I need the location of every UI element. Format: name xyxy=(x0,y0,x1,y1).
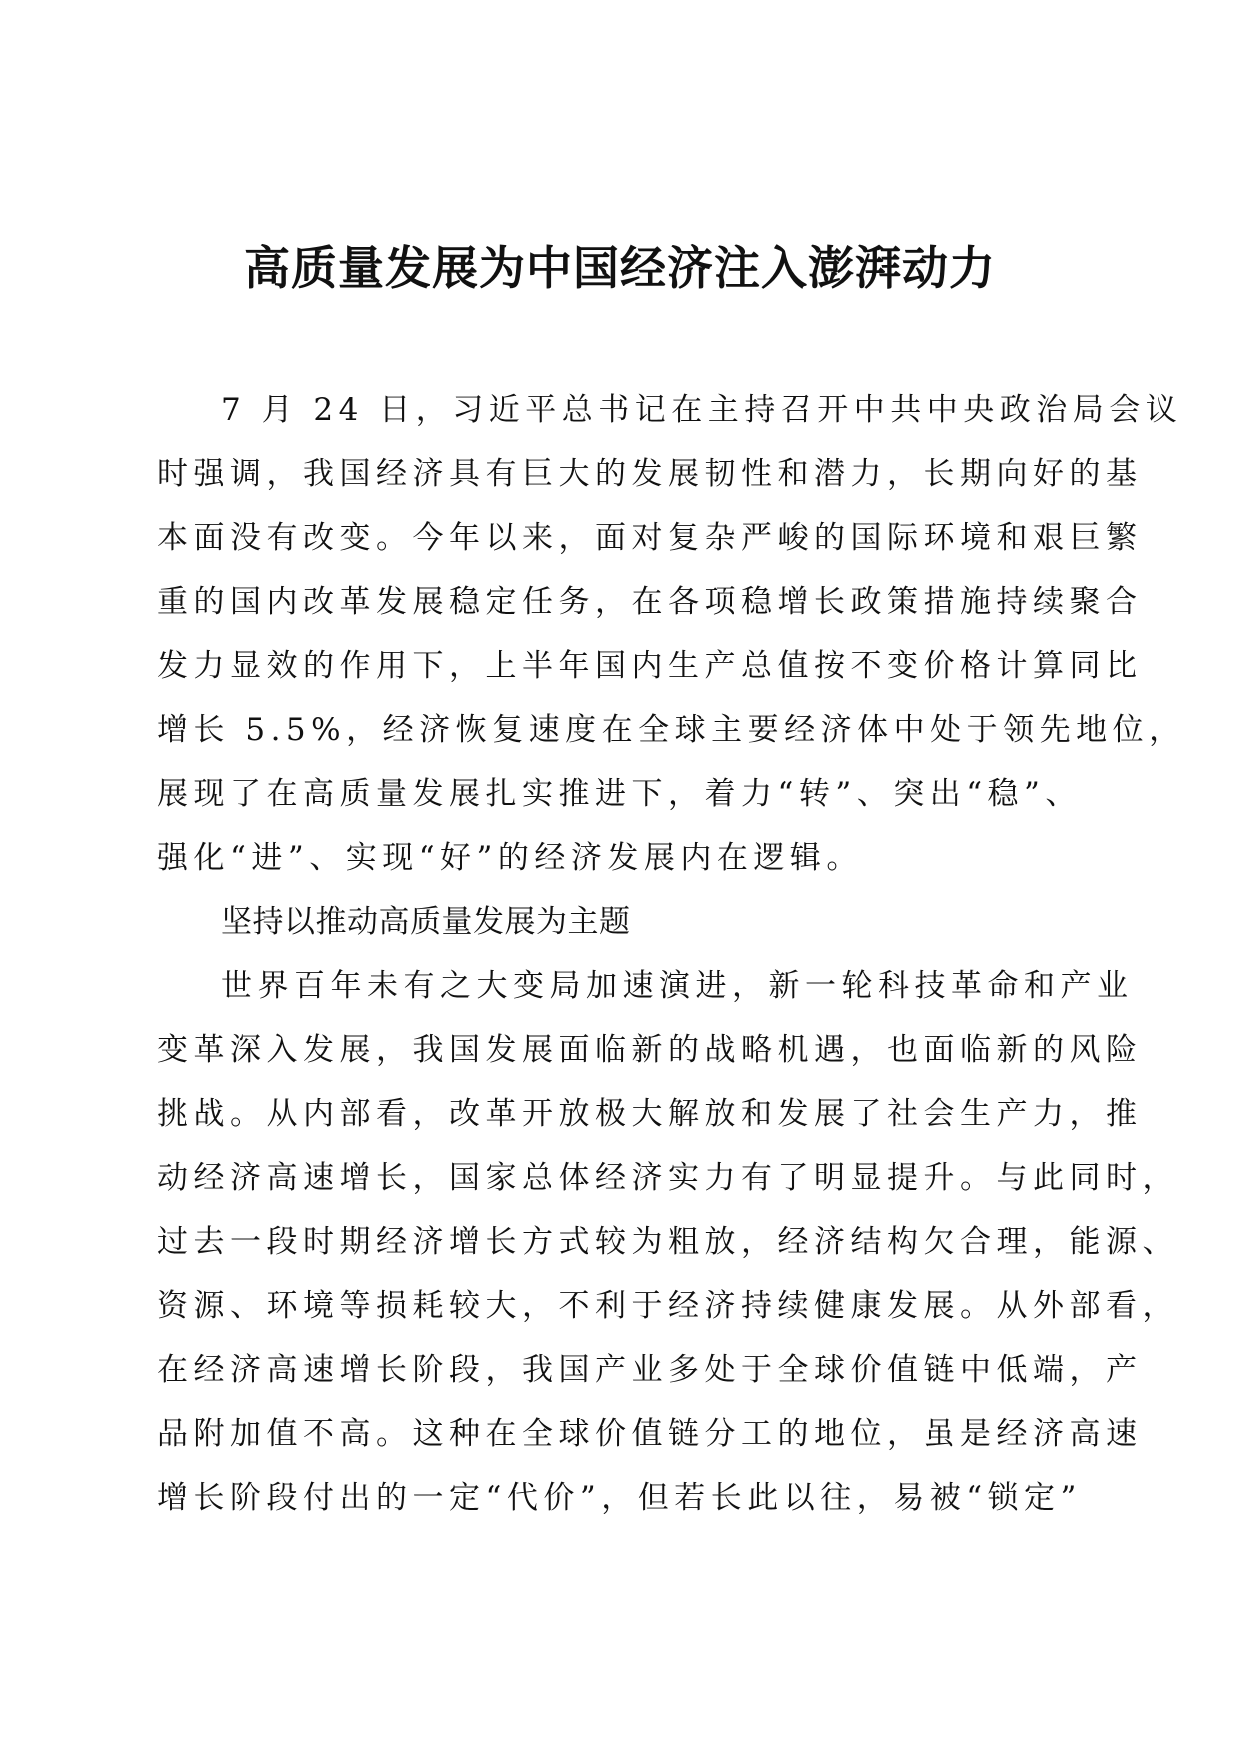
paragraph-line: 变革深入发展，我国发展面临新的战略机遇，也面临新的风险 xyxy=(157,1032,1143,1068)
paragraph-line: 重的国内改革发展稳定任务，在各项稳增长政策措施持续聚合 xyxy=(157,584,1143,620)
document-body xyxy=(157,378,1186,1530)
paragraph-line: 增长 5.5%，经济恢复速度在全球主要经济体中处于领先地位， xyxy=(157,712,1186,748)
paragraph-line: 品附加值不高。这种在全球价值链分工的地位，虽是经济高速 xyxy=(157,1416,1143,1452)
paragraph-line: 时强调，我国经济具有巨大的发展韧性和潜力，长期向好的基 xyxy=(157,456,1143,492)
paragraph-line: 7 月 24 日，习近平总书记在主持召开中共中央政治局会议 xyxy=(221,392,1183,428)
paragraph-line: 强化“进”、实现“好”的经济发展内在逻辑。 xyxy=(157,840,863,876)
paragraph-intro xyxy=(157,378,1186,890)
paragraph-line: 本面没有改变。今年以来，面对复杂严峻的国际环境和艰巨繁 xyxy=(157,520,1143,556)
paragraph-line: 资源、环境等损耗较大，不利于经济持续健康发展。从外部看， xyxy=(157,1288,1179,1324)
paragraph-section xyxy=(157,954,1179,1530)
paragraph-line: 世界百年未有之大变局加速演进，新一轮科技革命和产业 xyxy=(221,968,1134,1004)
document-title: 高质量发展为中国经济注入澎湃动力 xyxy=(244,241,996,295)
paragraph-line: 增长阶段付出的一定“代价”，但若长此以往，易被“锁定” xyxy=(157,1480,1082,1516)
section-heading: 坚持以推动高质量发展为主题 xyxy=(221,904,631,940)
paragraph-line: 挑战。从内部看，改革开放极大解放和发展了社会生产力，推 xyxy=(157,1096,1143,1132)
paragraph-line: 过去一段时期经济增长方式较为粗放，经济结构欠合理，能源、 xyxy=(157,1224,1179,1260)
paragraph-line: 动经济高速增长，国家总体经济实力有了明显提升。与此同时， xyxy=(157,1160,1179,1196)
paragraph-line: 展现了在高质量发展扎实推进下，着力“转”、突出“稳”、 xyxy=(157,776,1082,812)
paragraph-line: 发力显效的作用下，上半年国内生产总值按不变价格计算同比 xyxy=(157,648,1143,684)
paragraph-line: 在经济高速增长阶段，我国产业多处于全球价值链中低端，产 xyxy=(157,1352,1143,1388)
